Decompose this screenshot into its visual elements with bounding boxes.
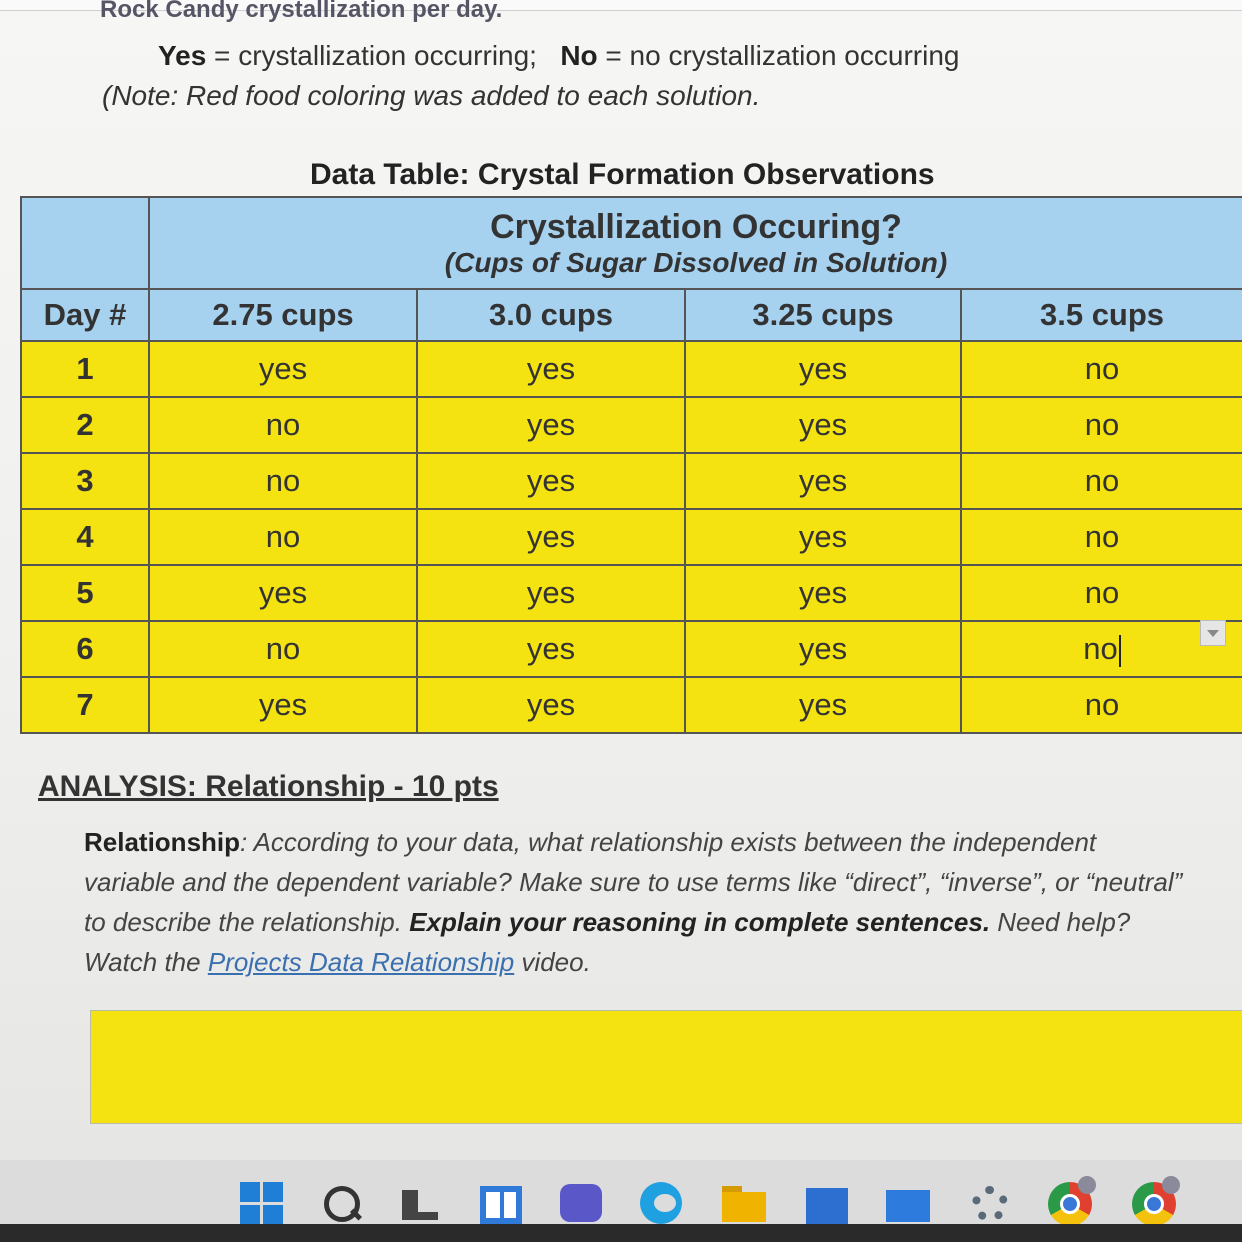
cell-2-75[interactable]: no xyxy=(149,397,417,453)
legend-yes-text: = crystallization occurring; xyxy=(206,40,561,71)
cell-2-75[interactable]: yes xyxy=(149,565,417,621)
table-row xyxy=(21,341,1242,397)
cell-2-75[interactable]: no xyxy=(149,509,417,565)
group-header-subtitle: (Cups of Sugar Dissolved in Solution) xyxy=(444,246,948,278)
chrome-profile-icon[interactable] xyxy=(1132,1182,1176,1226)
emphasis-text: Explain your reasoning in complete sentences. xyxy=(409,907,991,937)
cell-2-75[interactable]: yes xyxy=(149,677,417,733)
cell-3-0[interactable]: yes xyxy=(417,341,685,397)
video-link[interactable]: Projects Data Relationship xyxy=(207,947,515,977)
legend-no-text: = no crystallization occurring xyxy=(597,40,960,71)
column-header-3-5[interactable]: 3.5 cups xyxy=(961,289,1242,341)
active-cell-text: no xyxy=(1083,631,1118,666)
chrome-icon[interactable] xyxy=(1048,1182,1092,1226)
answer-box[interactable] xyxy=(90,1010,1242,1124)
column-header-row xyxy=(21,289,1242,341)
cell-3-0[interactable]: yes xyxy=(417,397,685,453)
table-row xyxy=(21,621,1242,677)
day-cell[interactable]: 7 xyxy=(21,677,149,733)
cell-2-75[interactable]: no xyxy=(149,453,417,509)
cell-3-5[interactable]: no xyxy=(961,509,1242,565)
chat-icon[interactable] xyxy=(560,1182,604,1226)
column-header-day[interactable]: Day # xyxy=(21,289,149,341)
section-header-cut: Rock Candy crystallization per day. xyxy=(100,0,503,23)
screen-bezel xyxy=(0,1224,1242,1242)
day-cell[interactable]: 3 xyxy=(21,453,149,509)
analysis-prompt xyxy=(84,822,1184,982)
day-cell[interactable]: 4 xyxy=(21,509,149,565)
cell-3-5[interactable]: no xyxy=(961,397,1242,453)
table-row xyxy=(21,397,1242,453)
search-icon[interactable] xyxy=(320,1182,364,1226)
cell-3-0[interactable]: yes xyxy=(417,621,685,677)
cell-3-25[interactable]: yes xyxy=(685,341,961,397)
mail-icon[interactable] xyxy=(886,1182,930,1226)
widgets-icon[interactable] xyxy=(478,1182,522,1226)
text-cursor xyxy=(1119,635,1121,667)
day-cell[interactable]: 5 xyxy=(21,565,149,621)
task-view-icon[interactable] xyxy=(400,1182,444,1226)
cell-3-0[interactable]: yes xyxy=(417,509,685,565)
cell-3-25[interactable]: yes xyxy=(685,621,961,677)
edge-icon[interactable] xyxy=(640,1182,684,1226)
cell-3-25[interactable]: yes xyxy=(685,677,961,733)
observations-table xyxy=(20,196,1242,734)
day-cell[interactable]: 1 xyxy=(21,341,149,397)
day-cell[interactable]: 2 xyxy=(21,397,149,453)
question-text: : According to your data, what relationship exists between the independent variable and the dependent variable? Make sure to use terms like “direct”, “inverse”, or “neutral” to describe the relationship. xyxy=(84,827,1183,937)
cell-3-0[interactable]: yes xyxy=(417,565,685,621)
relationship-label: Relationship xyxy=(84,827,241,857)
legend-line xyxy=(158,40,959,72)
cell-3-0[interactable]: yes xyxy=(417,453,685,509)
cell-3-25[interactable]: yes xyxy=(685,565,961,621)
table-title: Data Table: Crystal Formation Observations xyxy=(310,158,935,191)
help-prefix: Need help? Watch the xyxy=(84,907,1131,977)
column-header-3-0[interactable]: 3.0 cups xyxy=(417,289,685,341)
table-row xyxy=(21,453,1242,509)
table-corner-cell[interactable] xyxy=(21,197,149,289)
legend-yes-label: Yes xyxy=(158,40,207,71)
analysis-heading: ANALYSIS: Relationship - 10 pts xyxy=(38,770,499,803)
file-explorer-icon[interactable] xyxy=(722,1182,766,1226)
cell-3-5[interactable]: no xyxy=(961,677,1242,733)
cell-3-5[interactable]: no xyxy=(961,453,1242,509)
column-header-2-75[interactable]: 2.75 cups xyxy=(149,289,417,341)
help-suffix: video. xyxy=(514,947,591,977)
cell-3-0[interactable]: yes xyxy=(417,677,685,733)
cell-3-5[interactable]: no xyxy=(961,565,1242,621)
settings-icon[interactable] xyxy=(968,1182,1012,1226)
table-group-header[interactable] xyxy=(149,197,1242,289)
table-row xyxy=(21,565,1242,621)
table-row xyxy=(21,509,1242,565)
note-line: (Note: Red food coloring was added to each solution. xyxy=(102,80,761,111)
cell-3-25[interactable]: yes xyxy=(685,397,961,453)
store-icon[interactable] xyxy=(806,1182,850,1226)
cell-3-5[interactable]: no xyxy=(961,341,1242,397)
cell-2-75[interactable]: no xyxy=(149,621,417,677)
taskbar xyxy=(0,1160,1242,1242)
column-header-3-25[interactable]: 3.25 cups xyxy=(685,289,961,341)
cell-dropdown-button[interactable] xyxy=(1200,620,1226,646)
day-cell[interactable]: 6 xyxy=(21,621,149,677)
cell-3-25[interactable]: yes xyxy=(685,453,961,509)
group-header-title: Crystallization Occuring? xyxy=(490,207,902,246)
cell-3-25[interactable]: yes xyxy=(685,509,961,565)
cell-2-75[interactable]: yes xyxy=(149,341,417,397)
legend-no-label: No xyxy=(560,40,598,71)
table-row xyxy=(21,677,1242,733)
windows-start-icon[interactable] xyxy=(240,1182,284,1226)
